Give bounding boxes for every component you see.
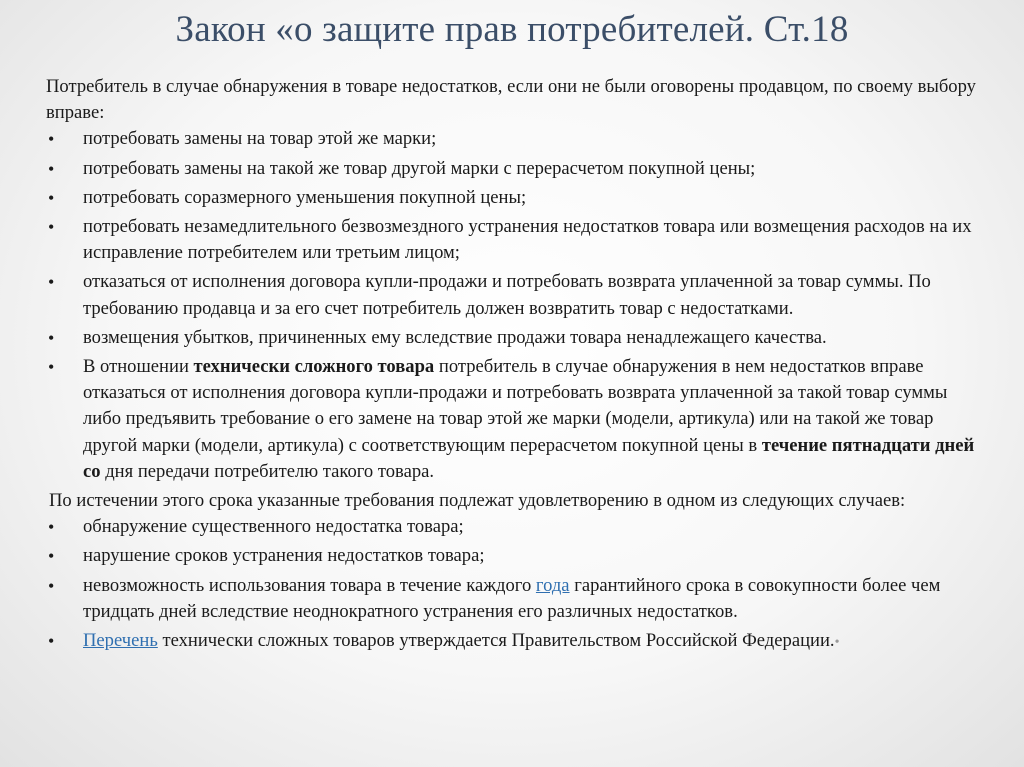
list-item-text: потребовать незамедлительного безвозмездного устранения недостатков товара или возмещения расходов на их исправление потребителем или третьим лицом;	[83, 216, 972, 264]
intro-paragraph: Потребитель в случае обнаружения в товаре недостатков, если они не были оговорены продавцом, по своему выбору вправе:	[46, 76, 976, 124]
bullet-icon: •	[48, 158, 55, 179]
list-item-text: гарантийного срока в совокупности более чем тридцать дней вследствие неоднократного устранения его различных недостатков.	[83, 574, 941, 622]
technical-goods-item	[46, 354, 986, 485]
list-item	[46, 573, 986, 625]
technical-bold-term: технически сложного товара	[193, 356, 435, 378]
year-link[interactable]: года	[535, 574, 570, 596]
technical-suffix: дня передачи потребителю такого товара.	[100, 460, 435, 482]
list-item-text: отказаться от исполнения договора купли-продажи и потребовать возврата уплаченной за товар суммы. По требованию продавца и за его счет потребитель должен возвратить товар с недостатками.	[83, 271, 931, 319]
bullet-icon: •	[48, 575, 55, 596]
list-item	[46, 185, 986, 211]
bullet-icon: •	[48, 357, 55, 378]
final-text: технически сложных товаров утверждается Правительством Российской Федерации.	[157, 630, 835, 652]
cases-list	[46, 514, 986, 656]
list-item-text: нарушение сроков устранения недостатков товара;	[83, 545, 485, 567]
technical-middle: потребитель в случае обнаружения в нем недостатков вправе отказаться от исполнения договора купли-продажи и потребовать возврата уплаченной за такой товар суммы либо предъявить требование о его замене на товар этой же марки (модели, артикула) или на такой же товар другой марки (модели, артикула) с соответствующим перерасчетом покупной цены в	[83, 356, 948, 456]
list-item-text: обнаружение существенного недостатка товара;	[83, 516, 464, 538]
list-item	[46, 325, 986, 351]
list-item-text: потребовать замены на товар этой же марки;	[83, 128, 437, 150]
bullet-icon: •	[48, 217, 55, 238]
final-item	[46, 628, 986, 656]
list-item	[46, 269, 986, 321]
bullet-icon: •	[48, 517, 55, 538]
list-item	[46, 126, 986, 152]
list-item	[46, 543, 986, 569]
list-item	[46, 156, 986, 182]
list-item-text: потребовать соразмерного уменьшения покупной цены;	[83, 186, 527, 208]
list-item-text: потребовать замены на такой же товар другой марки с перерасчетом покупной цены;	[83, 157, 756, 179]
bullet-icon: •	[48, 187, 55, 208]
technical-bold-period: течение пятнадцати дней со	[83, 434, 975, 482]
bullet-icon: •	[48, 327, 55, 348]
list-link[interactable]: Перечень	[83, 630, 158, 652]
slide-title: Закон «о защите прав потребителей. Ст.18	[175, 9, 849, 50]
list-item	[46, 214, 986, 266]
list-item-text: возмещения убытков, причиненных ему вследствие продажи товара ненадлежащего качества.	[83, 326, 827, 348]
bullet-icon: •	[48, 272, 55, 293]
after-term-paragraph: По истечении этого срока указанные требования подлежат удовлетворению в одном из следующих случаев:	[49, 490, 906, 512]
slide-content	[46, 74, 986, 659]
bullet-icon: •	[48, 546, 55, 567]
list-item	[46, 514, 986, 540]
trailing-dot-icon: •	[834, 635, 840, 651]
bullet-icon: •	[48, 129, 55, 150]
bullet-icon: •	[48, 631, 55, 652]
rights-list	[46, 126, 986, 485]
technical-prefix: В отношении	[83, 356, 194, 378]
list-item-text: невозможность использования товара в течение каждого	[83, 574, 536, 596]
